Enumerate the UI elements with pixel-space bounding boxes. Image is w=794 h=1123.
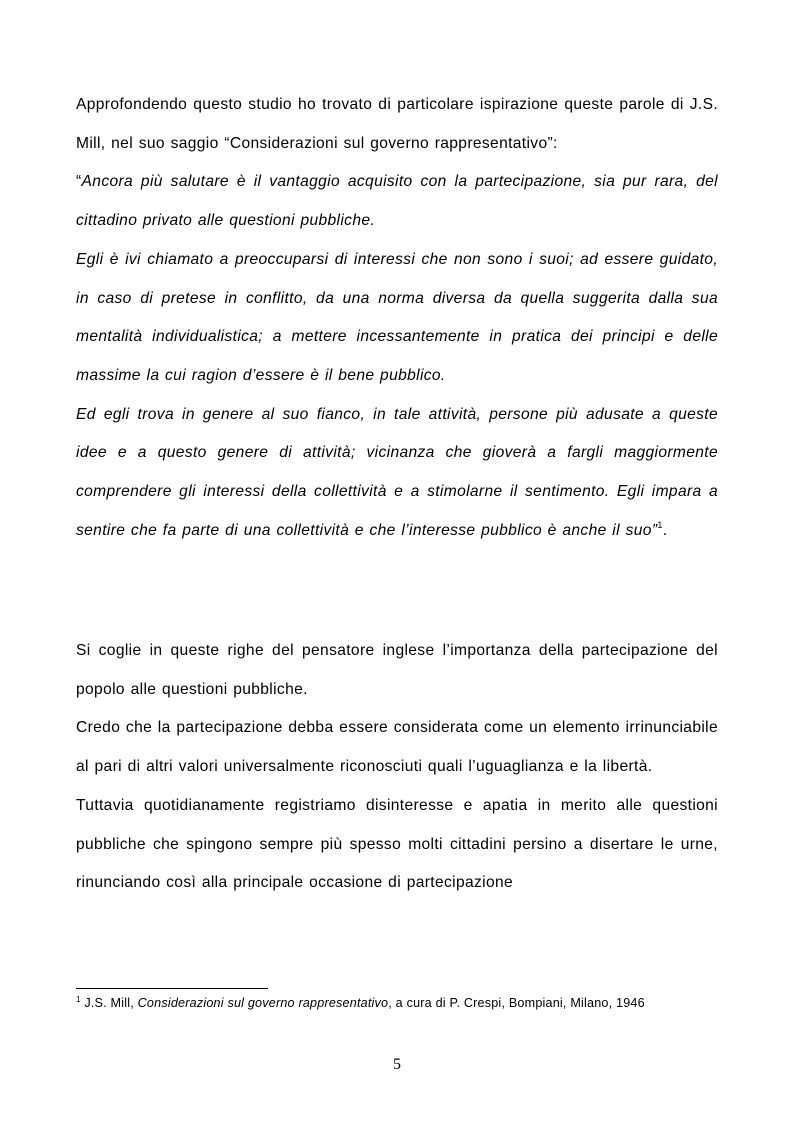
- quote-paragraph-3-container: [76, 396, 718, 551]
- intro-paragraph: [76, 86, 718, 241]
- paragraph-4: Tuttavia quotidianamente registriamo disinteresse e apatia in merito alle questioni pubbliche che spingono sempre più spesso molti cittadini persino a disertare le urne, rinunciando così alla principale occasione di partecipazione: [76, 796, 718, 892]
- intro-text: Approfondendo questo studio ho trovato di particolare ispirazione queste parole di J.S. Mill, nel suo saggio “Considerazioni sul governo rappresentativo”:: [76, 96, 718, 152]
- quote-close-mark: ”: [651, 521, 658, 539]
- footnote-title: Considerazioni sul governo rappresentativo: [137, 996, 389, 1010]
- quote-paragraph-1: Ancora più salutare è il vantaggio acquisito con la partecipazione, sia pur rara, del cittadino privato alle questioni pubbliche.: [76, 173, 718, 230]
- quote-paragraph-2: Egli è ivi chiamato a preoccuparsi di interessi che non sono i suoi; ad essere guidato, in caso di pretese in conflitto, da una norma diversa da quella suggerita dalla sua mentalità individualistica; a mettere incessantemente in pratica dei principi e delle massime la cui ragion d’essere è il bene pubblico.: [76, 250, 718, 384]
- quote-paragraph-3: Ed egli trova in genere al suo fianco, in tale attività, persone più adusate a queste idee e a questo genere di attività; vicinanza che gioverà a fargli maggiormente comprendere gli interessi della collettività e a stimolarne il sentimento. Egli impara a sentire che fa parte di una collettività e che l’interesse pubblico è anche il suo: [76, 405, 718, 539]
- quote-end-period: .: [662, 521, 668, 539]
- footnote-number: 1: [76, 994, 81, 1004]
- footnote-reference[interactable]: 1: [657, 519, 663, 530]
- body-text-section-2: [76, 632, 718, 903]
- footnote-author: J.S. Mill,: [80, 996, 138, 1010]
- quote-open-mark: “: [76, 173, 82, 191]
- footnote: [76, 995, 718, 1012]
- footnote-separator: [76, 988, 268, 989]
- paragraph-3: Credo che la partecipazione debba essere considerata come un elemento irrinunciabile al pari di altri valori universalmente riconosciuti quali l’uguaglianza e la libertà.: [76, 719, 718, 776]
- body-text-section-1: [76, 86, 718, 550]
- footnote-publication: , a cura di P. Crespi, Bompiani, Milano, 1946: [388, 996, 645, 1010]
- page-number: 5: [393, 1056, 401, 1073]
- paragraph-2: Si coglie in queste righe del pensatore inglese l’importanza della partecipazione del popolo alle questioni pubbliche.: [76, 642, 718, 698]
